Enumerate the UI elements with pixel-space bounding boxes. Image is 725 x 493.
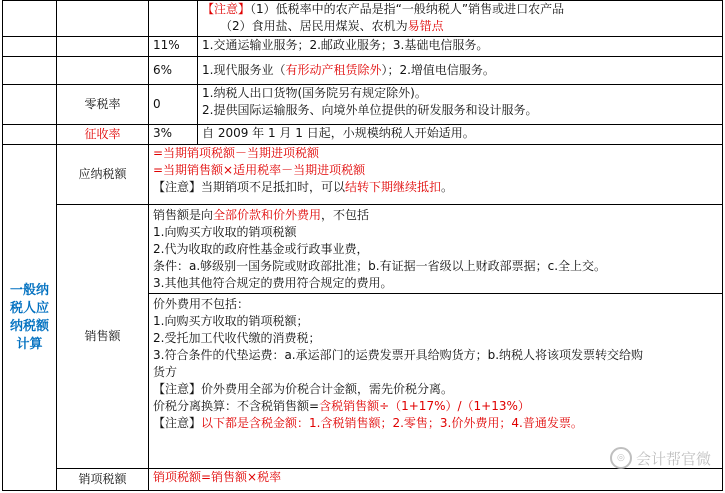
- sales-b2-line1: 价外费用不包括：: [153, 297, 250, 311]
- blank-cell: [3, 57, 57, 85]
- rate-value: 0: [149, 85, 198, 125]
- payable-tax-row: [3, 145, 723, 205]
- rate-desc: 自 2009 年 1 月 1 日起，小规模纳税人开始适用。: [198, 125, 723, 145]
- sales-block1: [149, 205, 722, 294]
- zero-rate-line2: 2.提供国际运输服务、向境外单位提供的研发服务和设计服务。: [202, 103, 538, 117]
- rate-value: 11%: [149, 37, 198, 57]
- blank-cell: [3, 37, 57, 57]
- sales-b2-line7-prefix: 价税分离换算：不含税销售额=: [153, 399, 320, 413]
- rate-desc: [198, 85, 723, 125]
- collection-rate-row: [3, 125, 723, 145]
- rate-desc-emph: 有形动产租赁除外: [285, 63, 382, 77]
- sales-b2-line8-emph: 以下都是含税金额：1.含税销售额；2.零售；3.价外费用；4.普通发票。: [201, 416, 583, 430]
- sales-b2-line3: 2.受托加工代收代缴的消费税；: [153, 331, 321, 345]
- sales-block2: [149, 294, 722, 432]
- blank-cell: [149, 1, 198, 37]
- payable-formula1: =当期销项税额－当期进项税额: [153, 146, 320, 160]
- output-tax-row: [3, 469, 723, 491]
- note-cell: [198, 1, 723, 37]
- blank-cell: [3, 125, 57, 145]
- vat-summary-table: [2, 0, 723, 491]
- sales-row: [3, 205, 723, 469]
- blank-cell: [57, 1, 149, 37]
- zero-rate-row: [3, 85, 723, 125]
- note-line1: （1）低税率中的农产品是指“一般纳税人”销售或进口农产品: [250, 2, 565, 16]
- output-tax-formula: 销项税额=销售额×税率: [149, 469, 723, 491]
- sales-b1-line3: 条件：a.够级别一国务院或财政部批准；b.有证据一省级以上财政部票据；c.全上交。: [153, 259, 607, 273]
- payable-note-emph: 结转下期继续抵扣: [345, 180, 442, 194]
- sales-b1-line1: 1.向购买方收取的销项税额: [153, 225, 297, 239]
- payable-tax-content: [149, 145, 723, 205]
- row-label: 销项税额: [57, 469, 149, 491]
- note-line2-prefix: （2）食用盐、居民用煤炭、农机为: [226, 19, 408, 33]
- rate-6-row: [3, 57, 723, 85]
- row-label: 零税率: [57, 85, 149, 125]
- sales-b1-line2: 2.代为收取的政府性基金或行政事业费，: [153, 242, 369, 256]
- note-row: [3, 1, 723, 37]
- sales-b1-line4: 3.其他其他符合规定的费用符合规定的费用。: [153, 276, 393, 290]
- note-lead: 【注意】: [202, 2, 251, 16]
- sales-intro-emph: 全部价款和价外费用: [213, 208, 322, 222]
- rate-value: 6%: [149, 57, 198, 85]
- watermark-text: 会计帮官微: [635, 449, 711, 468]
- sales-intro-suffix: ，不包括: [321, 208, 370, 222]
- blank-cell: [57, 57, 149, 85]
- section-label-cell: [3, 145, 57, 491]
- section-label: 一般纳税人应纳税额计算: [9, 282, 49, 352]
- sales-b2-line2: 1.向购买方收取的销项税额；: [153, 314, 309, 328]
- sales-content: [149, 205, 723, 469]
- wechat-icon: ◎: [610, 447, 632, 469]
- sales-b2-line8-lead: 【注意】: [153, 416, 202, 430]
- blank-cell: [3, 85, 57, 125]
- rate-desc-suffix: ）；2.增值电信服务。: [381, 63, 495, 77]
- zero-rate-line1: 1.纳税人出口货物(国务院另有规定除外)。: [202, 86, 427, 100]
- sales-b2-line5: 货方: [153, 365, 178, 379]
- payable-note-suffix: 。: [441, 180, 454, 194]
- blank-cell: [3, 1, 57, 37]
- watermark: [610, 447, 711, 469]
- payable-note-prefix: 【注意】当期销项不足抵扣时，可以: [153, 180, 346, 194]
- sales-intro-prefix: 销售额是向: [153, 208, 214, 222]
- sales-b2-line6: 【注意】价外费用全部为价税合计金额，需先价税分离。: [153, 382, 454, 396]
- row-label: 销售额: [57, 205, 149, 469]
- row-label: 应纳税额: [57, 145, 149, 205]
- payable-formula2: =当期销售额×适用税率－当期进项税额: [153, 163, 366, 177]
- rate-11-row: [3, 37, 723, 57]
- blank-cell: [57, 37, 149, 57]
- rate-desc-prefix: 1.现代服务业（: [202, 63, 286, 77]
- sales-b2-line7-emph: 含税销售额÷（1+17%）/（1+13%）: [319, 399, 530, 413]
- rate-desc: [198, 57, 723, 85]
- row-label: 征收率: [57, 125, 149, 145]
- note-line2-emph: 易错点: [407, 19, 444, 33]
- rate-value: 3%: [149, 125, 198, 145]
- sales-b2-line4: 3.符合条件的代垫运费：a.承运部门的运费发票开具给购货方；b.纳税人将该项发票转交给购: [153, 348, 644, 362]
- rate-desc: 1.交通运输业服务；2.邮政业服务；3.基础电信服务。: [198, 37, 723, 57]
